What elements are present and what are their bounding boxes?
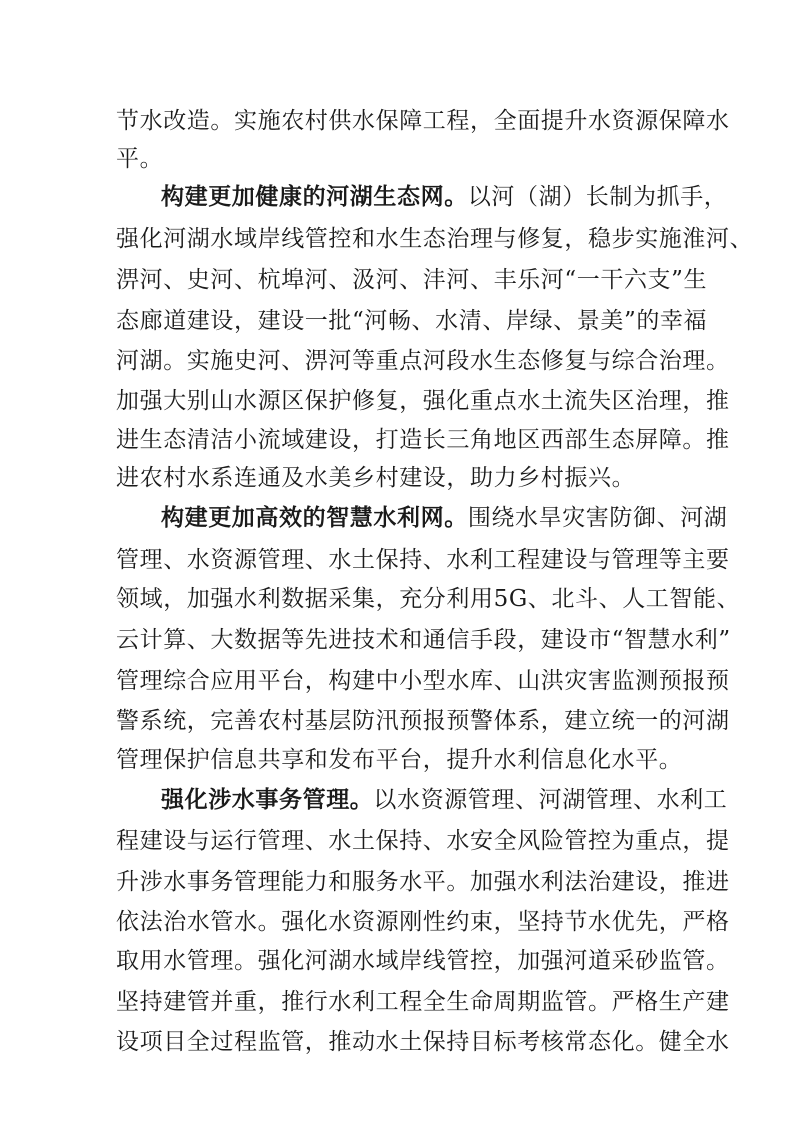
line-text: 警系统，完善农村基层防汛预报预警体系，建立统一的河湖 (116, 708, 730, 734)
line-text: 领域，加强水利数据采集，充分利用5G、北斗、人工智能、 (116, 586, 741, 612)
section-heading-ecology: 构建更加健康的河湖生态网。 (161, 183, 468, 210)
line-text: 淠河、史河、杭埠河、汲河、沣河、丰乐河“一干六支”生 (116, 267, 708, 293)
paragraph-line (116, 139, 686, 179)
paragraph-line (116, 982, 730, 1022)
paragraph-line (116, 661, 730, 701)
section-heading-line (161, 177, 728, 217)
line-text: 态廊道建设，建设一批“河畅、水清、岸绿、景美”的幸福 (116, 308, 708, 334)
paragraph-line (116, 101, 730, 141)
line-text: 河湖。实施史河、淠河等重点河段水生态修复与综合治理。 (116, 348, 730, 374)
paragraph-line (116, 260, 708, 300)
line-text: 以水资源管理、河湖管理、水利工 (373, 787, 728, 813)
paragraph-line (116, 701, 730, 741)
section-heading-smart-water: 构建更加高效的智慧水利网。 (161, 504, 468, 531)
line-text: 围绕水旱灾害防御、河湖 (467, 505, 728, 531)
line-text: 加强大别山水源区保护修复，强化重点水土流失区治理，推 (116, 388, 730, 414)
paragraph-line (116, 1022, 730, 1062)
line-text: 管理综合应用平台，构建中小型水库、山洪灾害监测预报预 (116, 668, 730, 694)
paragraph-line (116, 862, 730, 902)
line-text: 云计算、大数据等先进技术和通信手段，建设市“智慧水利” (116, 627, 731, 653)
line-text: 进农村水系连通及水美乡村建设，助力乡村振兴。 (116, 465, 636, 491)
paragraph-line (116, 941, 730, 981)
line-text: 进生态清洁小流域建设，打造长三角地区西部生态屏障。推 (116, 427, 730, 453)
line-text: 以河（湖）长制为抓手， (467, 184, 728, 210)
line-text: 取用水管理。强化河湖水域岸线管控，加强河道采砂监管。 (116, 948, 730, 974)
paragraph-line (116, 821, 730, 861)
paragraph-line (116, 540, 730, 580)
paragraph-line (116, 458, 686, 498)
paragraph-line (116, 301, 708, 341)
paragraph-line (116, 620, 731, 660)
line-text: 管理保护信息共享和发布平台，提升水利信息化水平。 (116, 747, 683, 773)
paragraph-line (116, 381, 730, 421)
line-text: 设项目全过程监管，推动水土保持目标考核常态化。健全水 (116, 1029, 730, 1055)
line-text: 程建设与运行管理、水土保持、水安全风险管控为重点，提 (116, 828, 730, 854)
paragraph-line (116, 420, 730, 460)
paragraph-line (116, 902, 730, 942)
line-text: 节水改造。实施农村供水保障工程，全面提升水资源保障水 (116, 108, 730, 134)
section-heading-water-affairs: 强化涉水事务管理。 (161, 786, 374, 813)
section-heading-line (161, 780, 728, 820)
line-text: 依法治水管水。强化水资源刚性约束，坚持节水优先，严格 (116, 909, 730, 935)
line-text: 升涉水事务管理能力和服务水平。加强水利法治建设，推进 (116, 869, 730, 895)
line-text: 平。 (116, 146, 164, 172)
line-text: 强化河湖水域岸线管控和水生态治理与修复，稳步实施淮河、 (116, 226, 754, 252)
section-heading-line (161, 498, 728, 538)
line-text: 坚持建管并重，推行水利工程全生命周期监管。严格生产建 (116, 989, 730, 1015)
paragraph-line (116, 219, 754, 259)
paragraph-line (116, 341, 730, 381)
paragraph-line (116, 579, 741, 619)
line-text: 管理、水资源管理、水土保持、水利工程建设与管理等主要 (116, 547, 730, 573)
paragraph-line (116, 740, 686, 780)
